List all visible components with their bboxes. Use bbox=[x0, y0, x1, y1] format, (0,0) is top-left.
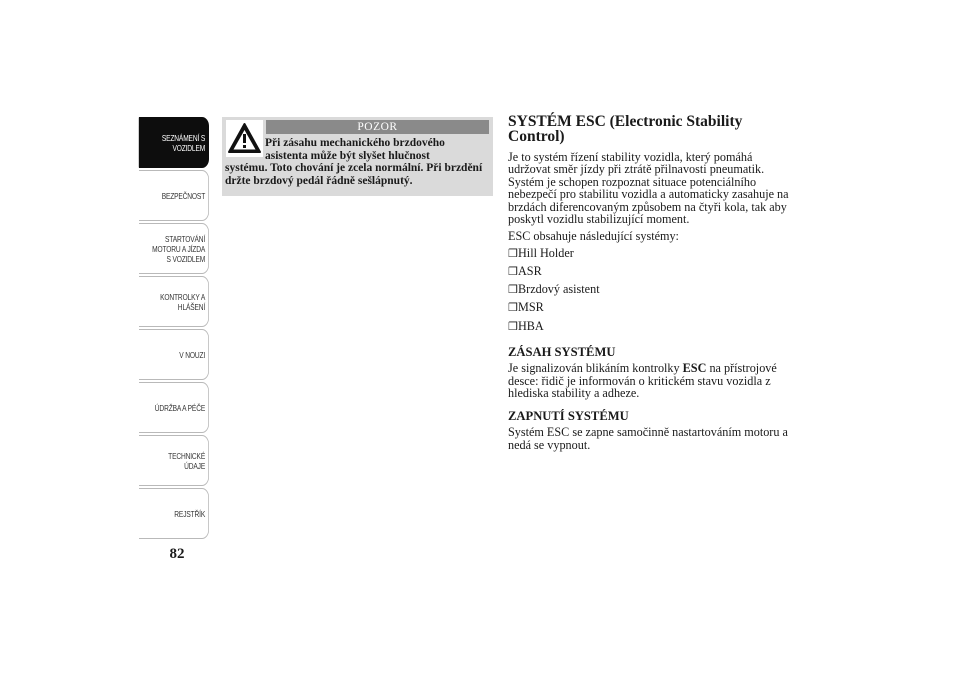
section-zasah bbox=[508, 346, 793, 400]
checkbox-bullet-icon: ❒ bbox=[508, 302, 518, 315]
intro-paragraph: Je to systém řízení stability vozidla, který pomáhá udržovat směr jízdy při ztrátě přilnavosti pneumatik. Systém je schopen rozpoznat situace potenciálního nebezpečí pro stabilitu vozidla a automaticky zasahuje na brzdách diferencovaným způsobem na čtyři kola, tak aby poskytl vozidlu stabilizující moment. bbox=[508, 150, 789, 227]
tab-label: BEZPEČNOST bbox=[161, 190, 206, 201]
tab-label: KONTROLKY A HLÁŠENÍ bbox=[160, 291, 206, 312]
checkbox-bullet-icon: ❒ bbox=[508, 247, 518, 260]
subsection-title: ZÁSAH SYSTÉMU bbox=[508, 345, 616, 360]
tab-label: TECHNICKÉ ÚDAJE bbox=[168, 450, 206, 471]
text-part: na přístrojové desce: řidič je informován o kritickém stavu vozidla z hlediska stability a adheze. bbox=[508, 361, 777, 401]
tab-bezpecnost[interactable] bbox=[139, 170, 209, 221]
tab-label: SEZNÁMENÍ S VOZIDLEM bbox=[161, 132, 206, 153]
list-item bbox=[508, 320, 793, 333]
warning-header: POZOR bbox=[266, 120, 489, 134]
tab-label: ÚDRŽBA A PÉČE bbox=[154, 402, 206, 413]
main-column bbox=[508, 115, 793, 461]
text-part: Je signalizován blikáním kontrolky bbox=[508, 361, 683, 376]
warning-line-rest: systému. Toto chování je zcela normální. Při brzdění držte brzdový pedál řádně sešlápnutý. bbox=[225, 162, 483, 187]
list-item-label: MSR bbox=[518, 300, 544, 315]
subsection-title: ZAPNUTÍ SYSTÉMU bbox=[508, 408, 629, 423]
section-title: SYSTÉM ESC (Electronic Stability Control) bbox=[508, 113, 743, 145]
tab-label: V NOUZI bbox=[179, 349, 206, 360]
tab-kontrolky[interactable] bbox=[139, 276, 209, 327]
warning-box bbox=[222, 117, 493, 196]
list-item bbox=[508, 247, 793, 260]
checkbox-bullet-icon: ❒ bbox=[508, 266, 518, 279]
subsection-text bbox=[508, 362, 793, 399]
list-item-label: Hill Holder bbox=[518, 245, 574, 260]
tab-v-nouzi[interactable] bbox=[139, 329, 209, 380]
checkbox-bullet-icon: ❒ bbox=[508, 284, 518, 297]
list-item-label: Brzdový asistent bbox=[518, 282, 600, 297]
tab-udrzba[interactable] bbox=[139, 382, 209, 433]
warning-line-2: asistenta může být slyšet hlučnost bbox=[265, 149, 430, 162]
list-item bbox=[508, 265, 793, 278]
tab-technicke-udaje[interactable] bbox=[139, 435, 209, 486]
tab-label: REJSTŘÍK bbox=[174, 508, 206, 519]
tab-rejstrik[interactable] bbox=[139, 488, 209, 539]
checkbox-bullet-icon: ❒ bbox=[508, 320, 518, 333]
list-item-label: HBA bbox=[518, 318, 544, 333]
tab-seznameni-s-vozidlem[interactable] bbox=[139, 117, 209, 168]
list-item-label: ASR bbox=[518, 264, 542, 279]
esc-label: ESC bbox=[682, 361, 707, 376]
section-zapnuti bbox=[508, 410, 793, 451]
warning-line-1: Při zásahu mechanického brzdového bbox=[265, 137, 445, 149]
list-item bbox=[508, 283, 793, 296]
page-number: 82 bbox=[169, 546, 185, 562]
tab-label: STARTOVÁNÍ MOTORU A JÍZDA S VOZIDLEM bbox=[152, 233, 206, 264]
warning-text bbox=[225, 137, 493, 187]
systems-intro: ESC obsahuje následující systémy: bbox=[508, 229, 679, 244]
subsection-text: Systém ESC se zapne samočinně nastartováním motoru a nedá se vypnout. bbox=[508, 425, 788, 452]
list-item bbox=[508, 301, 793, 314]
systems-list bbox=[508, 247, 793, 333]
tab-startovani[interactable] bbox=[139, 223, 209, 274]
